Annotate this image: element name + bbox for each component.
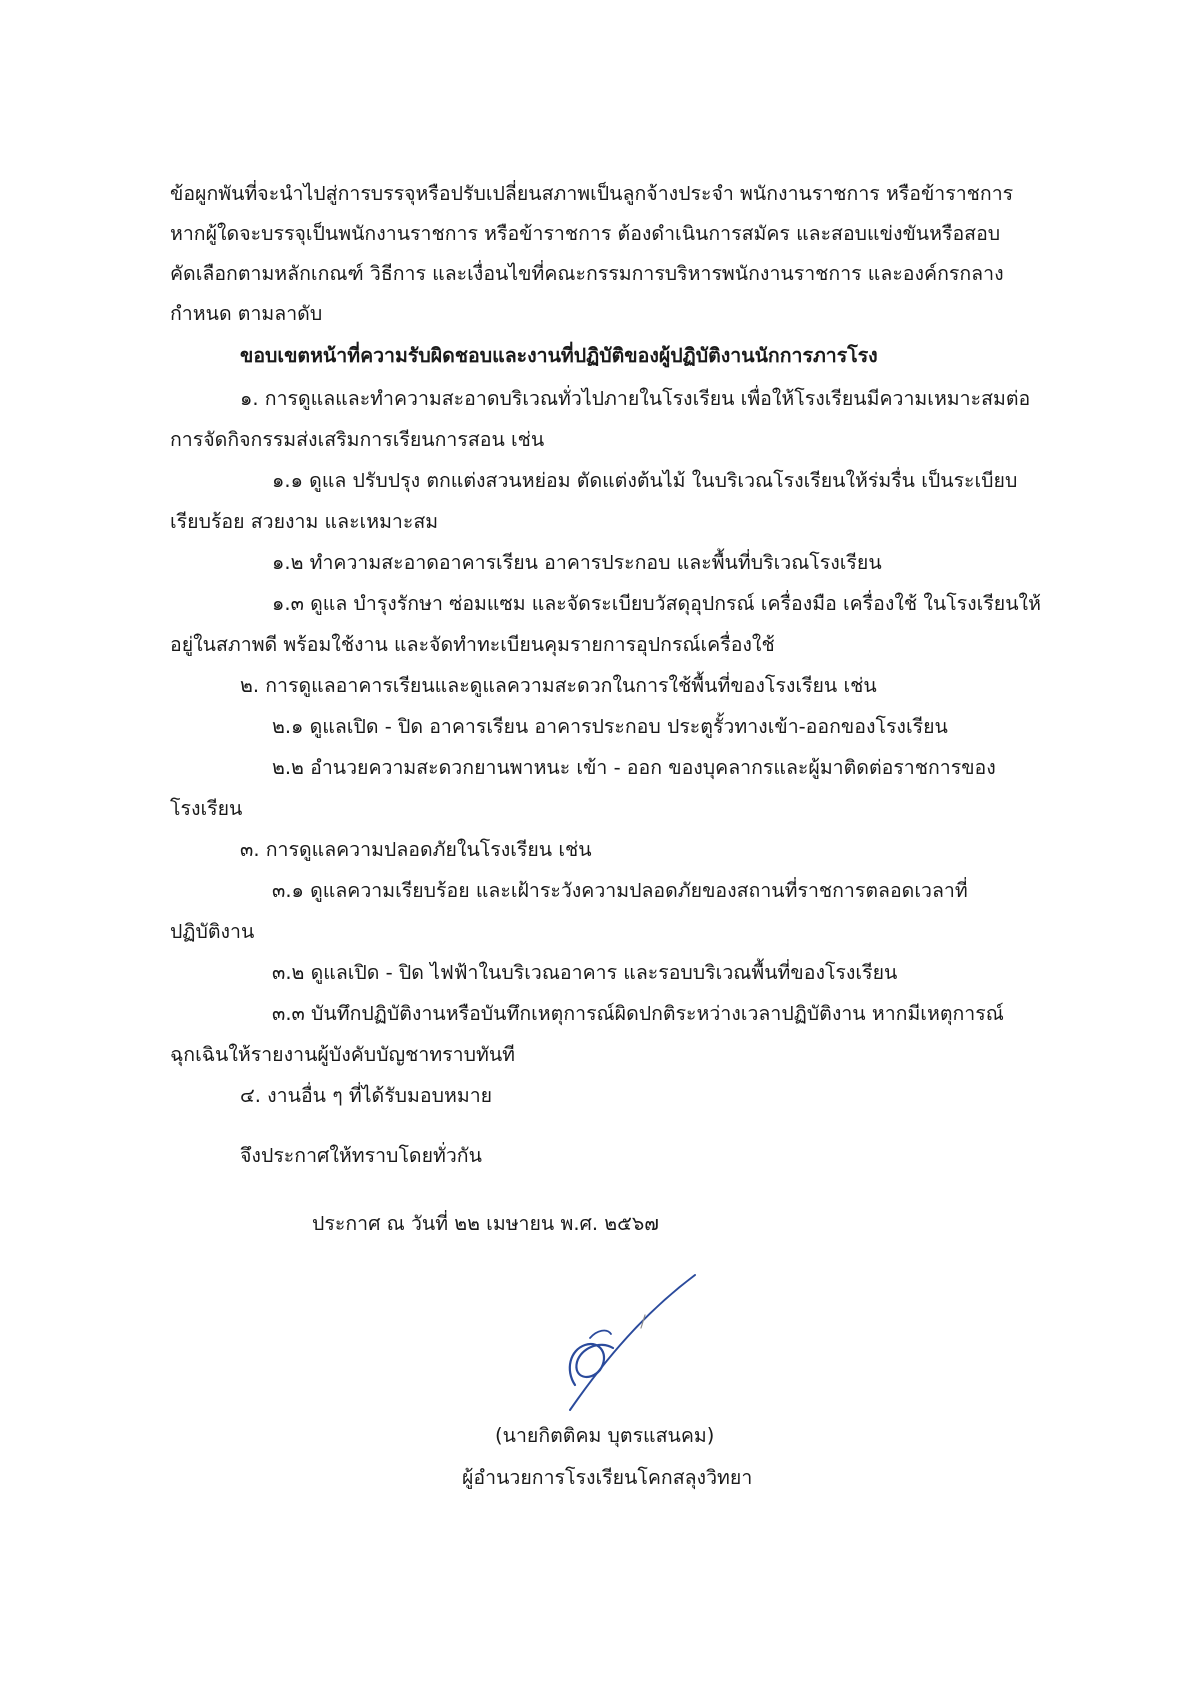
item-3: ๓. การดูแลความปลอดภัยในโรงเรียน เช่น (240, 838, 592, 861)
item-1-3-cont: อยู่ในสภาพดี พร้อมใช้งาน และจัดทำทะเบียนคุมรายการอุปกรณ์เครื่องใช้ (170, 633, 775, 656)
item-1-1-cont: เรียบร้อย สวยงาม และเหมาะสม (170, 510, 439, 533)
intro-line-2: หากผู้ใดจะบรรจุเป็นพนักงานราชการ หรือข้าราชการ ต้องดำเนินการสมัคร และสอบแข่งขันหรือสอบ (170, 222, 1001, 245)
item-3-1-cont: ปฏิบัติงาน (170, 920, 255, 943)
item-2: ๒. การดูแลอาคารเรียนและดูแลความสะดวกในการใช้พื้นที่ของโรงเรียน เช่น (240, 674, 877, 697)
signatory-name: (นายกิตติคม บุตรแสนคม) (495, 1424, 715, 1447)
item-3-3-cont: ฉุกเฉินให้รายงานผู้บังคับบัญชาทราบทันที (170, 1043, 516, 1066)
signature-mark (545, 1270, 715, 1415)
intro-line-4: กำหนด ตามลาดับ (170, 302, 323, 325)
closing-line: จึงประกาศให้ทราบโดยทั่วกัน (240, 1144, 482, 1167)
item-3-2: ๓.๒ ดูแลเปิด - ปิด ไฟฟ้าในบริเวณอาคาร และรอบบริเวณพื้นที่ของโรงเรียน (272, 961, 898, 984)
item-2-1: ๒.๑ ดูแลเปิด - ปิด อาคารเรียน อาคารประกอบ ประตูรั้วทางเข้า-ออกของโรงเรียน (272, 715, 948, 738)
item-1-cont: การจัดกิจกรรมส่งเสริมการเรียนการสอน เช่น (170, 428, 545, 451)
section-title: ขอบเขตหน้าที่ความรับผิดชอบและงานที่ปฏิบัติของผู้ปฏิบัติงานนักการภารโรง (240, 344, 878, 367)
item-1: ๑. การดูแลและทำความสะอาดบริเวณทั่วไปภายในโรงเรียน เพื่อให้โรงเรียนมีความเหมาะสมต่อ (240, 387, 1031, 410)
intro-line-1: ข้อผูกพันที่จะนำไปสู่การบรรจุหรือปรับเปลี่ยนสภาพเป็นลูกจ้างประจำ พนักงานราชการ หรือข้าราชการ (170, 182, 1014, 205)
date-line: ประกาศ ณ วันที่ ๒๒ เมษายน พ.ศ. ๒๕๖๗ (312, 1212, 659, 1235)
item-2-2-cont: โรงเรียน (170, 797, 243, 820)
intro-line-3: คัดเลือกตามหลักเกณฑ์ วิธีการ และเงื่อนไขที่คณะกรรมการบริหารพนักงานราชการ และองค์กรกลาง (170, 262, 1004, 285)
item-3-3: ๓.๓ บันทึกปฏิบัติงานหรือบันทึกเหตุการณ์ผิดปกติระหว่างเวลาปฏิบัติงาน หากมีเหตุการณ์ (272, 1002, 1004, 1025)
item-4: ๔. งานอื่น ๆ ที่ได้รับมอบหมาย (240, 1084, 493, 1107)
item-2-2: ๒.๒ อำนวยความสะดวกยานพาหนะ เข้า - ออก ของบุคลากรและผู้มาติดต่อราชการของ (272, 756, 996, 779)
item-1-2: ๑.๒ ทำความสะอาดอาคารเรียน อาคารประกอบ และพื้นที่บริเวณโรงเรียน (272, 551, 882, 574)
item-1-3: ๑.๓ ดูแล บำรุงรักษา ซ่อมแซม และจัดระเบียบวัสดุอุปกรณ์ เครื่องมือ เครื่องใช้ ในโรงเรียนให้ (272, 592, 1041, 615)
item-1-1: ๑.๑ ดูแล ปรับปรุง ตกแต่งสวนหย่อม ตัดแต่งต้นไม้ ในบริเวณโรงเรียนให้ร่มรื่น เป็นระเบียบ (272, 469, 1018, 492)
signatory-title: ผู้อำนวยการโรงเรียนโคกสลุงวิทยา (462, 1466, 753, 1489)
item-3-1: ๓.๑ ดูแลความเรียบร้อย และเฝ้าระวังความปลอดภัยของสถานที่ราชการตลอดเวลาที่ (272, 879, 968, 902)
